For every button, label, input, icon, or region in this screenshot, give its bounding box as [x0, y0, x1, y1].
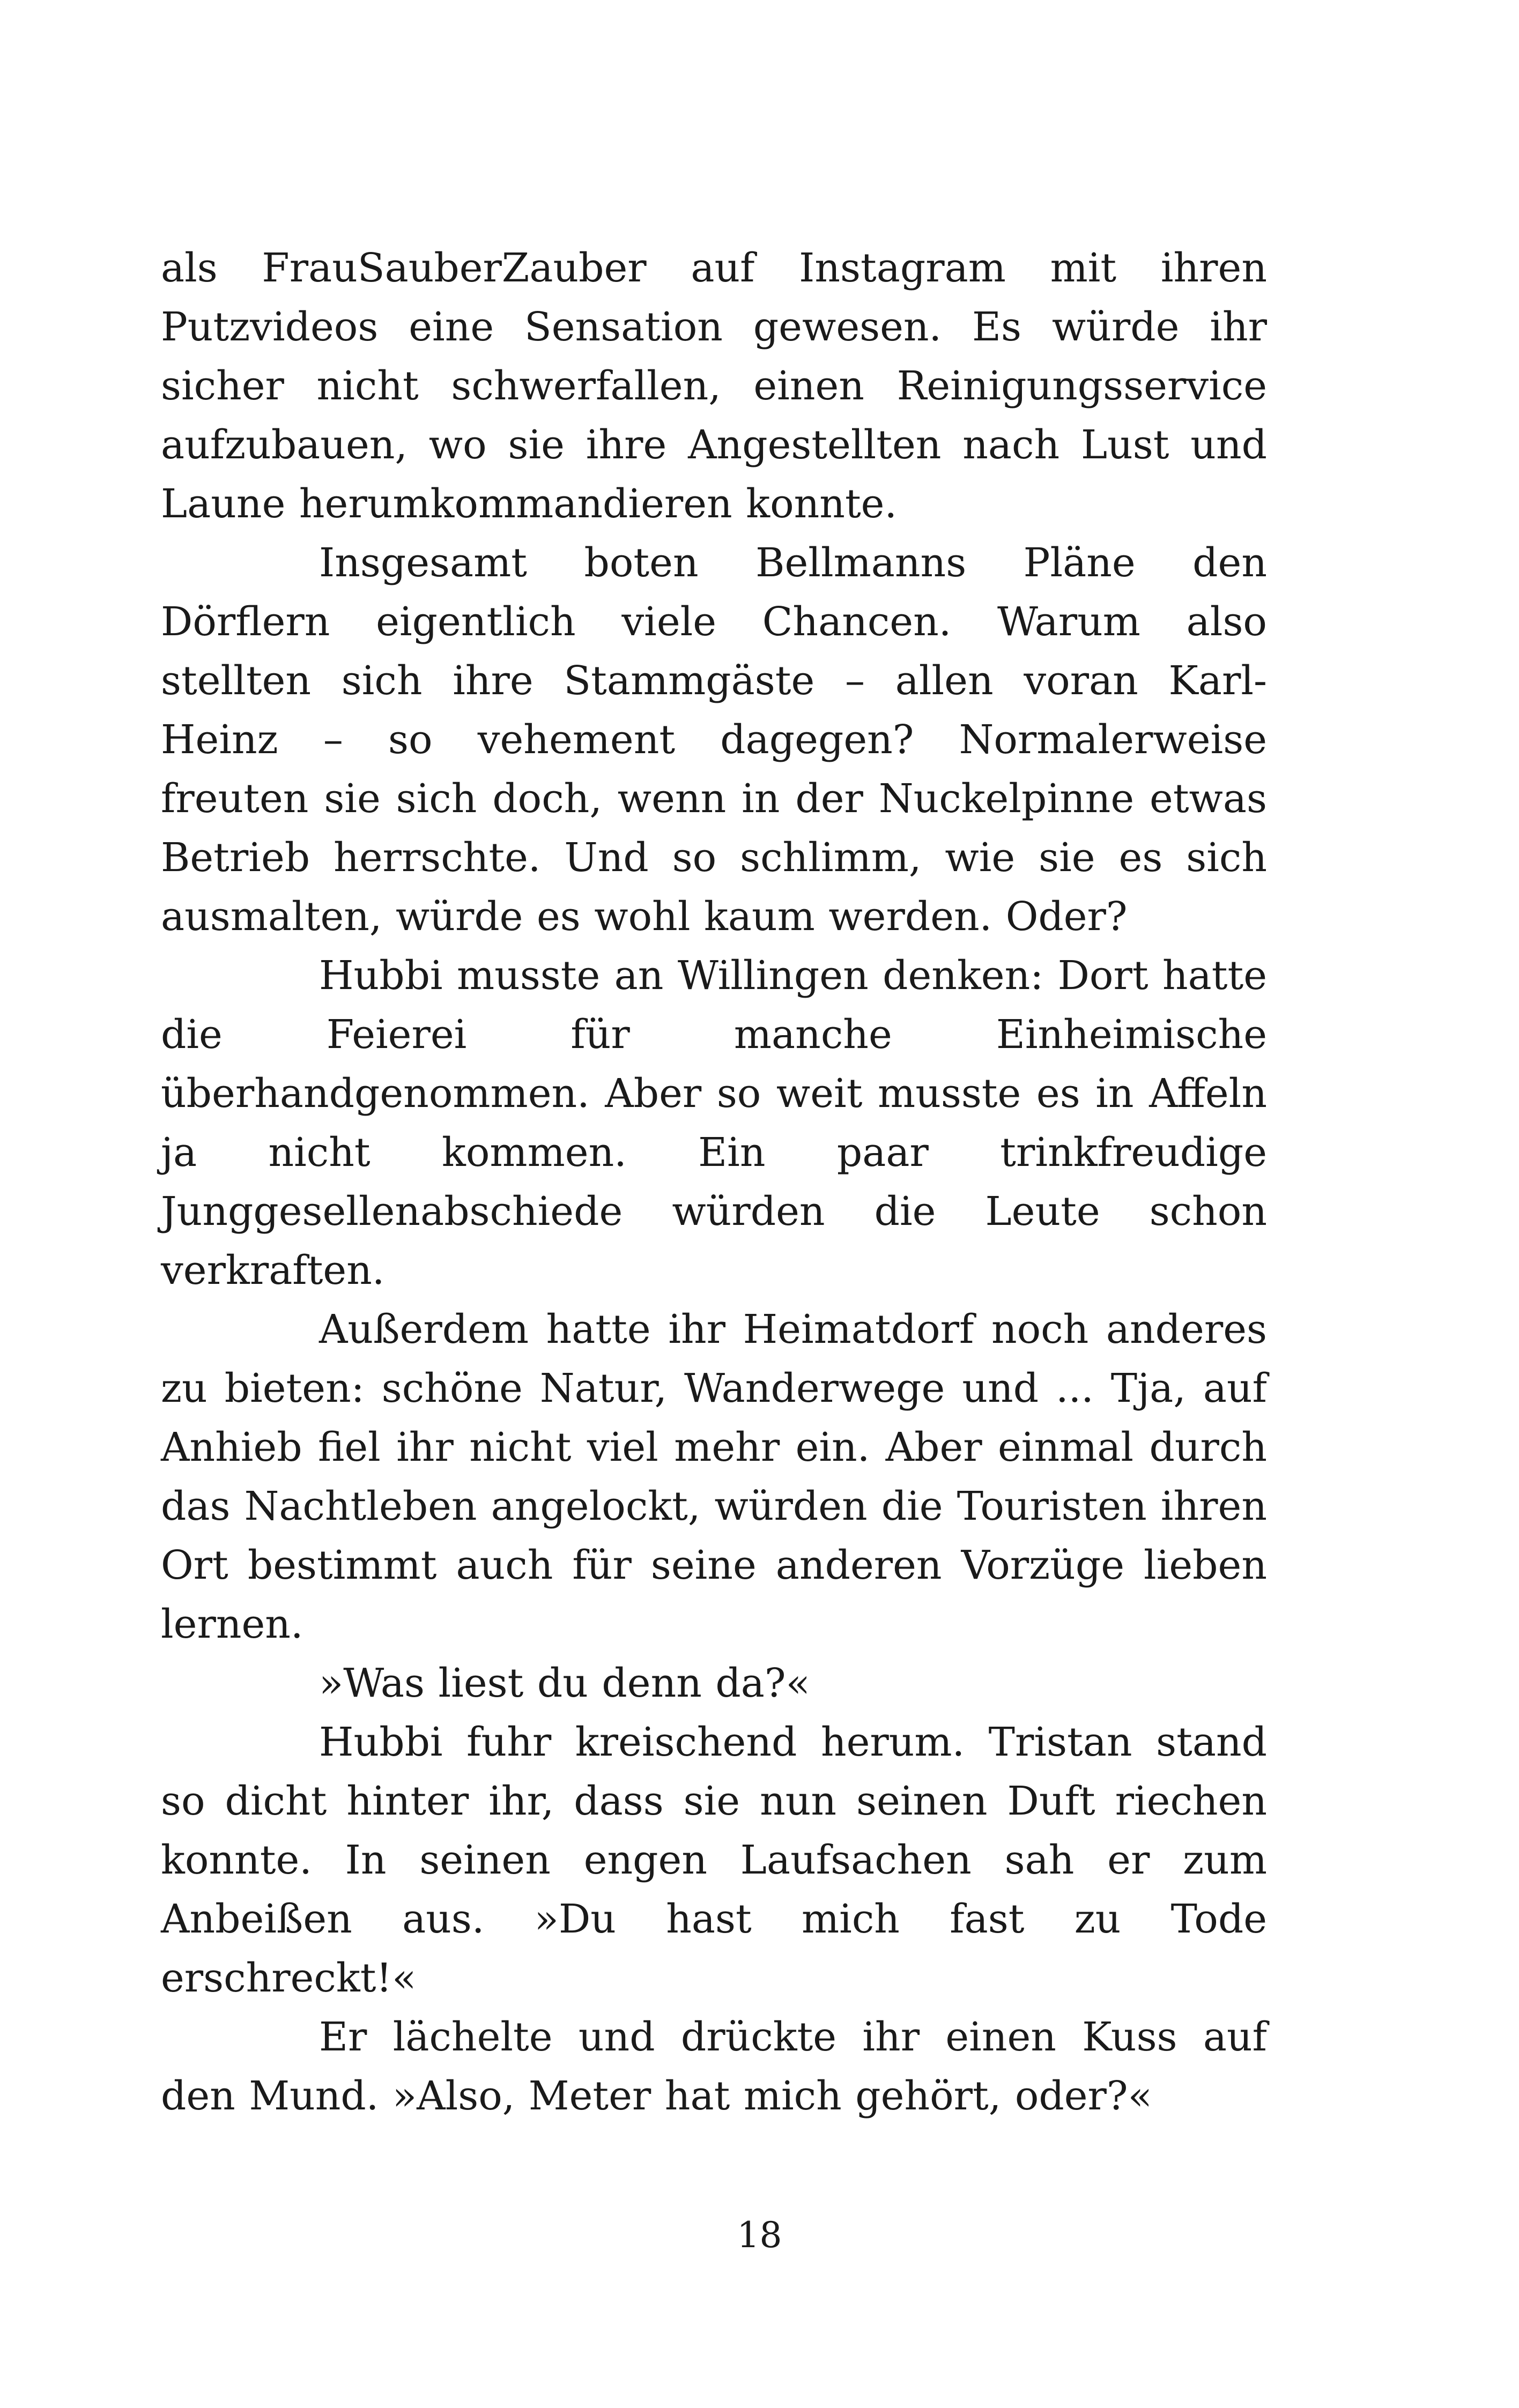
paragraph: Hubbi fuhr kreischend herum. Tristan stand so dicht hinter ihr, dass sie nun seinen Duft riechen konnte. In seinen engen Laufsachen sah er zum Anbeißen aus. »Du hast mich fast zu Tode erschreckt!«	[161, 1719, 1267, 2001]
body-text	[161, 239, 1267, 2125]
paragraph: »Was liest du denn da?«	[319, 1660, 810, 1706]
paragraph: Er lächelte und drückte ihr einen Kuss auf den Mund. »Also, Meter hat mich gehört, oder?«	[161, 2014, 1267, 2119]
paragraph: Hubbi musste an Willingen denken: Dort hatte die Feierei für manche Einheimische überhandgenommen. Aber so weit musste es in Affeln ja nicht kommen. Ein paar trinkfreudige Junggesellenabschiede würden die Leute schon verkraften.	[161, 953, 1267, 1294]
page-number: 18	[737, 2214, 782, 2256]
paragraph: Insgesamt boten Bellmanns Pläne den Dörflern eigentlich viele Chancen. Warum also stellten sich ihre Stammgäste – allen voran Karl-Heinz – so vehement dagegen? Normalerweise freuten sie sich doch, wenn in der Nuckelpinne etwas Betrieb herrschte. Und so schlimm, wie sie es sich ausmalten, würde es wohl kaum werden. Oder?	[161, 540, 1267, 940]
paragraph: Außerdem hatte ihr Heimatdorf noch anderes zu bieten: schöne Natur, Wanderwege und ... Tja, auf Anhieb fiel ihr nicht viel mehr ein. Aber einmal durch das Nachtleben angelockt, würden die Touristen ihren Ort bestimmt auch für seine anderen Vorzüge lieben lernen.	[161, 1306, 1267, 1647]
paragraph: als FrauSauberZauber auf Instagram mit ihren Putzvideos eine Sensation gewesen. Es würde ihr sicher nicht schwerfallen, einen Reinigungsservice aufzubauen, wo sie ihre Angestellten nach Lust und Laune herumkommandieren konnte.	[161, 245, 1267, 527]
